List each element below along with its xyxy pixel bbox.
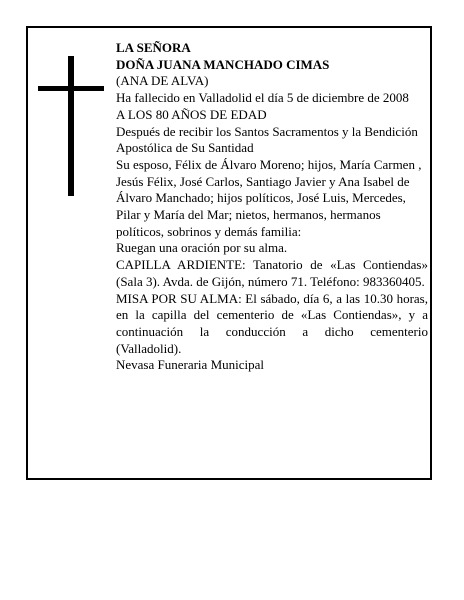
cross-icon [68,56,74,196]
mass-info: MISA POR SU ALMA: El sábado, día 6, a las 10.30 horas, en la capilla del cementerio de «Las Contiendas», y a continuación la conducción a dicho cementerio (Valladolid). [116,290,428,356]
age-at-death: A LOS 80 AÑOS DE EDAD [116,106,267,122]
obituary-notice [26,26,432,480]
notice-title: LA SEÑORA [116,40,191,55]
cross-icon-arm [38,86,104,91]
notice-text [116,40,428,374]
death-announcement: Ha fallecido en Valladolid el día 5 de diciembre de 2008 [116,90,409,106]
deceased-alias: (ANA DE ALVA) [116,73,209,89]
funeral-home: Nevasa Funeraria Municipal [116,357,265,373]
chapel-info: CAPILLA ARDIENTE: Tanatorio de «Las Contiendas» (Sala 3). Avda. de Gijón, número 71. Teléfono: 983360405. [116,257,428,289]
deceased-name: DOÑA JUANA MANCHADO CIMAS [116,56,330,72]
family-list: Su esposo, Félix de Álvaro Moreno; hijos, María Carmen , Jesús Félix, José Carlos, Santiago Javier y Ana Isabel de Álvaro Manchado; hijos políticos, José Luis, Mercedes, Pilar y María del Mar; nietos, hermanos, hermanos políticos, sobrinos y demás familia: [116,156,422,239]
prayer-request: Ruegan una oración por su alma. [116,240,288,256]
sacraments-text: Después de recibir los Santos Sacramentos y la Bendición Apostólica de Su Santidad [116,123,418,156]
